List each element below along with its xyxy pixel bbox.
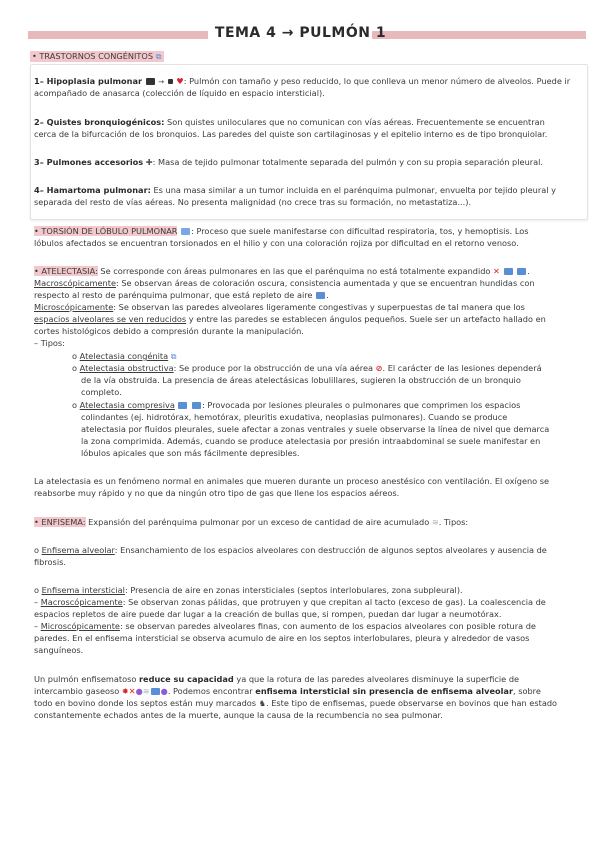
atelectasia-line-6: cortes histológicos debido a compresión durante la manipulación. [34, 326, 304, 336]
rotate-icon [181, 228, 190, 235]
box-line-4: cerca de la bifurcación de los bronquios. Las paredes del quiste son cartilaginosas y el epitelio interno es de tipo bronquiolar. [34, 129, 548, 139]
enfisema-para-2: intercambio gaseoso ✸✕●≋ ●. Podemos encontrar enfisema intersticial sin presencia de enfisema alveolar, sobre [34, 686, 541, 696]
torsion-line-2: lóbulos afectados se encuentran torsionados en el hilio y con una coloración rojiza por dificultad en el retorno venoso. [34, 238, 519, 248]
enfisema-alveolar-2: fibrosis. [34, 557, 66, 567]
enfisema-alveolar: o Enfisema alveolar: Ensanchamiento de los espacios alveolares con destrucción de algunos septos alveolares y ausencia de [34, 545, 547, 555]
refresh-icon [151, 688, 160, 695]
right-arrow-icon [178, 402, 187, 409]
atelectasia-line-2: Macroscópicamente: Se observan áreas de coloración oscura, consistencia aumentada y que se encuentran hundidas con [34, 278, 535, 288]
purple-circle-icon-2: ● [160, 686, 168, 696]
small-square-icon [168, 79, 173, 84]
arrows-icon [504, 268, 513, 275]
enfisema-micro-3: sanguíneos. [34, 645, 84, 655]
lungs-icon: ♥ [176, 76, 184, 86]
box-line-6: 4– Hamartoma pulmonar: Es una masa similar a un tumor incluida en el parénquima pulmonar, envuelta por tejido pleural y [34, 185, 556, 195]
tipo-obstructiva: o Atelectasia obstructiva: Se produce por la obstrucción de una vía aérea ⊘. El carácter de las lesiones dependerá [72, 363, 542, 373]
tipo-obstructiva-3: completo. [81, 387, 122, 397]
arrows-icon-2 [517, 268, 526, 275]
arrow-icon: → [158, 78, 165, 86]
dna-icon: ⧉ [155, 51, 162, 61]
enfisema-micro-2: paredes. En el enfisema intersticial se observa acumulo de aire en los septos interlobulares, pleura y alrededor de vasos [34, 633, 530, 643]
tipo-compresiva-4: la zona comprimida. Además, cuando se produce atelectasia por presión intraabdominal se suele manifestar en [81, 436, 541, 446]
tipo-compresiva: o Atelectasia compresiva : Provocada por lesiones pleurales o pulmonares que comprimen los espacios [72, 400, 521, 410]
tipo-obstructiva-2: de la vía obstruida. La presencia de áreas atelectásicas lobulillares, sugieren la obstrucción de un bronquio [81, 375, 521, 385]
enfisema-micro: – Microscópicamente: se observan paredes alveolares finas, con aumento de los espacios alveolares con posible rotura de [34, 621, 536, 631]
purple-circle-icon: ● [135, 686, 143, 696]
box-line-7: separada del resto de vías aéreas. No presenta malignidad (no crece tras su formación, no metastatiza...). [34, 197, 472, 207]
atelectasia-line-5: espacios alveolares se ven reducidos y entre las paredes se establecen ángulos pequeños. Suele ser un artefacto hallado en [34, 314, 546, 324]
down-arrow-icon [316, 292, 325, 299]
enfisema-para-3: todo en bovino donde los septos están muy marcados ♞. Este tipo de enfisemas, puede observarse en bovinos que han estado [34, 698, 558, 708]
black-square-icon [146, 78, 155, 85]
enfisema-macro: – Macroscópicamente: Se observan zonas pálidas, que protruyen y que crepitan al tacto (exceso de gas). La coalescencia de [34, 597, 546, 607]
left-arrow-icon [192, 402, 201, 409]
enfisema-intersticial: o Enfisema intersticial: Presencia de aire en zonas intersticiales (septos interlobulares, zona subpleural). [34, 585, 463, 595]
enfisema-para-4: constantemente echados antes de la muerte, aunque la causa de la recumbencia no sea pulmonar. [34, 710, 443, 720]
atelectasia-line-1: • ATELECTASIA: Se corresponde con áreas pulmonares en las que el parénquima no está totalmente expandido ✕ . [34, 266, 530, 276]
cross-icon-2: ✕ [128, 686, 136, 696]
box-line-1: 1– Hipoplasia pulmonar → ♥: Pulmón con tamaño y peso reducido, lo que conlleva un menor número de alveolos. Puede ir [34, 76, 571, 86]
tipo-compresiva-3: atelectasia por fluidos pleurales, suele afectar a zonas ventrales y suele observarse la línea de nivel que demarca [81, 424, 550, 434]
box-line-3: 2– Quistes bronquiogénicos: Son quistes uniloculares que no comunican con vías aéreas. Frecuentemente se encuentran [34, 117, 545, 127]
cross-icon: ✕ [493, 266, 500, 276]
page-title: TEMA 4 → PULMÓN 1 [214, 25, 387, 41]
tipo-compresiva-5: lóbulos apicales que son más fácilmente depresibles. [81, 448, 300, 458]
cow-icon: ♞ [258, 698, 267, 708]
enfisema-line-1: • ENFISEMA: Expansión del parénquima pulmonar por un exceso de cantidad de aire acumulado ≋. Tipos: [34, 517, 469, 527]
plus-icon: ✚ [145, 157, 153, 167]
atelectasia-line-3: respecto al resto de parénquima pulmonar, que está repleto de aire . [34, 290, 329, 300]
section-congenitos: • TRASTORNOS CONGÉNITOS ⧉ [32, 51, 162, 61]
torsion-line-1: • TORSIÓN DE LÓBULO PULMONAR : Proceso que suele manifestarse con dificultad respiratoria, tos, y hemoptisis. Los [34, 226, 529, 236]
burst-icon: ✸ [121, 686, 129, 696]
wind-icon: ≋ [431, 517, 439, 527]
tipo-congenita: o Atelectasia congénita ⧉ [72, 351, 177, 361]
enfisema-para-1: Un pulmón enfisematoso reduce su capacidad ya que la rotura de las paredes alveolares disminuye la superficie de [34, 674, 520, 684]
box-line-5: 3– Pulmones accesorios ✚: Masa de tejido pulmonar totalmente separada del pulmón y con su propia separación pleural. [34, 157, 544, 167]
wind-icon-2: ≋ [142, 686, 150, 696]
tipo-compresiva-2: colindantes (ej. hidrotórax, hemotórax, pleuritis exudativa, neoplasias pulmonares). Cuando se produce [81, 412, 508, 422]
prohibited-icon: ⊘ [375, 363, 383, 373]
atelectasia-tipos: – Tipos: [34, 338, 65, 348]
atelectasia-para-2: reabsorbe muy rápido y no que da ningún otro tipo de gas que llene los espacios aéreos. [34, 488, 400, 498]
atelectasia-para-1: La atelectasia es un fenómeno normal en animales que mueren durante un proceso anestésico con ventilación. El oxígeno se [34, 476, 550, 486]
enfisema-macro-2: espacios repletos de aire puede dar lugar a la creación de bullas que, si rompen, puedan dar lugar a neumotórax. [34, 609, 502, 619]
dna-icon-2: ⧉ [170, 351, 177, 361]
atelectasia-line-4: Microscópicamente: Se observan las paredes alveolares ligeramente congestivas y superpuestas de tal manera que los [34, 302, 525, 312]
box-line-2: acompañado de anasarca (colección de líquido en espacio intersticial). [34, 88, 325, 98]
